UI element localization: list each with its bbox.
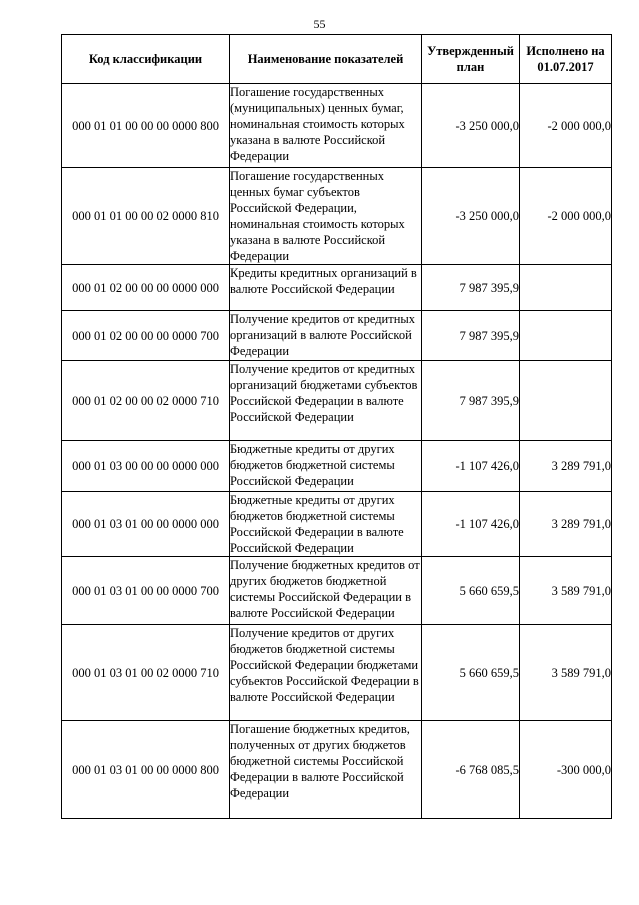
- header-done: Исполнено на 01.07.2017: [520, 35, 612, 84]
- row-plan: 5 660 659,5: [422, 557, 520, 625]
- budget-table: [61, 34, 612, 819]
- row-plan: -3 250 000,0: [422, 168, 520, 265]
- table-row: [62, 361, 612, 441]
- row-done: [520, 361, 612, 441]
- row-name: Погашение государственных (муниципальных) ценных бумаг, номинальная стоимость которых указана в валюте Российской Федерации: [230, 84, 422, 168]
- row-code: 000 01 03 00 00 00 0000 000: [62, 441, 230, 492]
- table-row: [62, 557, 612, 625]
- table-row: [62, 265, 612, 311]
- row-plan: -6 768 085,5: [422, 721, 520, 819]
- row-done: [520, 311, 612, 361]
- row-done: -2 000 000,0: [520, 168, 612, 265]
- row-name: Бюджетные кредиты от других бюджетов бюджетной системы Российской Федерации: [230, 441, 422, 492]
- table-row: [62, 625, 612, 721]
- row-done: 3 289 791,0: [520, 492, 612, 557]
- row-code: 000 01 02 00 00 00 0000 000: [62, 265, 230, 311]
- row-done: -2 000 000,0: [520, 84, 612, 168]
- table-row: [62, 492, 612, 557]
- row-plan: 7 987 395,9: [422, 311, 520, 361]
- row-name: Получение кредитов от других бюджетов бюджетной системы Российской Федерации бюджетами субъектов Российской Федерации в валюте Российской Федерации: [230, 625, 422, 721]
- page-number: 55: [313, 17, 326, 31]
- row-plan: -3 250 000,0: [422, 84, 520, 168]
- row-name: Получение кредитов от кредитных организаций бюджетами субъектов Российской Федерации в валюте Российской Федерации: [230, 361, 422, 441]
- row-code: 000 01 03 01 00 00 0000 800: [62, 721, 230, 819]
- row-code: 000 01 01 00 00 02 0000 810: [62, 168, 230, 265]
- row-code: 000 01 03 01 00 00 0000 000: [62, 492, 230, 557]
- table-row: [62, 721, 612, 819]
- row-code: 000 01 03 01 00 02 0000 710: [62, 625, 230, 721]
- row-code: 000 01 02 00 00 00 0000 700: [62, 311, 230, 361]
- row-name: Кредиты кредитных организаций в валюте Российской Федерации: [230, 265, 422, 311]
- row-plan: 7 987 395,9: [422, 265, 520, 311]
- row-done: 3 589 791,0: [520, 625, 612, 721]
- table-row: [62, 84, 612, 168]
- row-name: Погашение государственных ценных бумаг субъектов Российской Федерации, номинальная стоимость которых указана в валюте Российской Федерации: [230, 168, 422, 265]
- table-header-row: [62, 35, 612, 84]
- table-row: [62, 441, 612, 492]
- header-plan: Утвержденный план: [422, 35, 520, 84]
- row-name: Бюджетные кредиты от других бюджетов бюджетной системы Российской Федерации в валюте Российской Федерации: [230, 492, 422, 557]
- header-name: Наименование показателей: [230, 35, 422, 84]
- row-name: Получение бюджетных кредитов от других бюджетов бюджетной системы Российской Федерации в валюте Российской Федерации: [230, 557, 422, 625]
- header-code: Код классификации: [62, 35, 230, 84]
- row-code: 000 01 01 00 00 00 0000 800: [62, 84, 230, 168]
- row-done: [520, 265, 612, 311]
- row-plan: 5 660 659,5: [422, 625, 520, 721]
- row-name: Погашение бюджетных кредитов, полученных от других бюджетов бюджетной системы Российской Федерации в валюте Российской Федерации: [230, 721, 422, 819]
- row-plan: -1 107 426,0: [422, 492, 520, 557]
- row-code: 000 01 02 00 00 02 0000 710: [62, 361, 230, 441]
- row-plan: -1 107 426,0: [422, 441, 520, 492]
- row-code: 000 01 03 01 00 00 0000 700: [62, 557, 230, 625]
- table-row: [62, 311, 612, 361]
- table-row: [62, 168, 612, 265]
- row-name: Получение кредитов от кредитных организаций в валюте Российской Федерации: [230, 311, 422, 361]
- row-plan: 7 987 395,9: [422, 361, 520, 441]
- row-done: -300 000,0: [520, 721, 612, 819]
- row-done: 3 589 791,0: [520, 557, 612, 625]
- row-done: 3 289 791,0: [520, 441, 612, 492]
